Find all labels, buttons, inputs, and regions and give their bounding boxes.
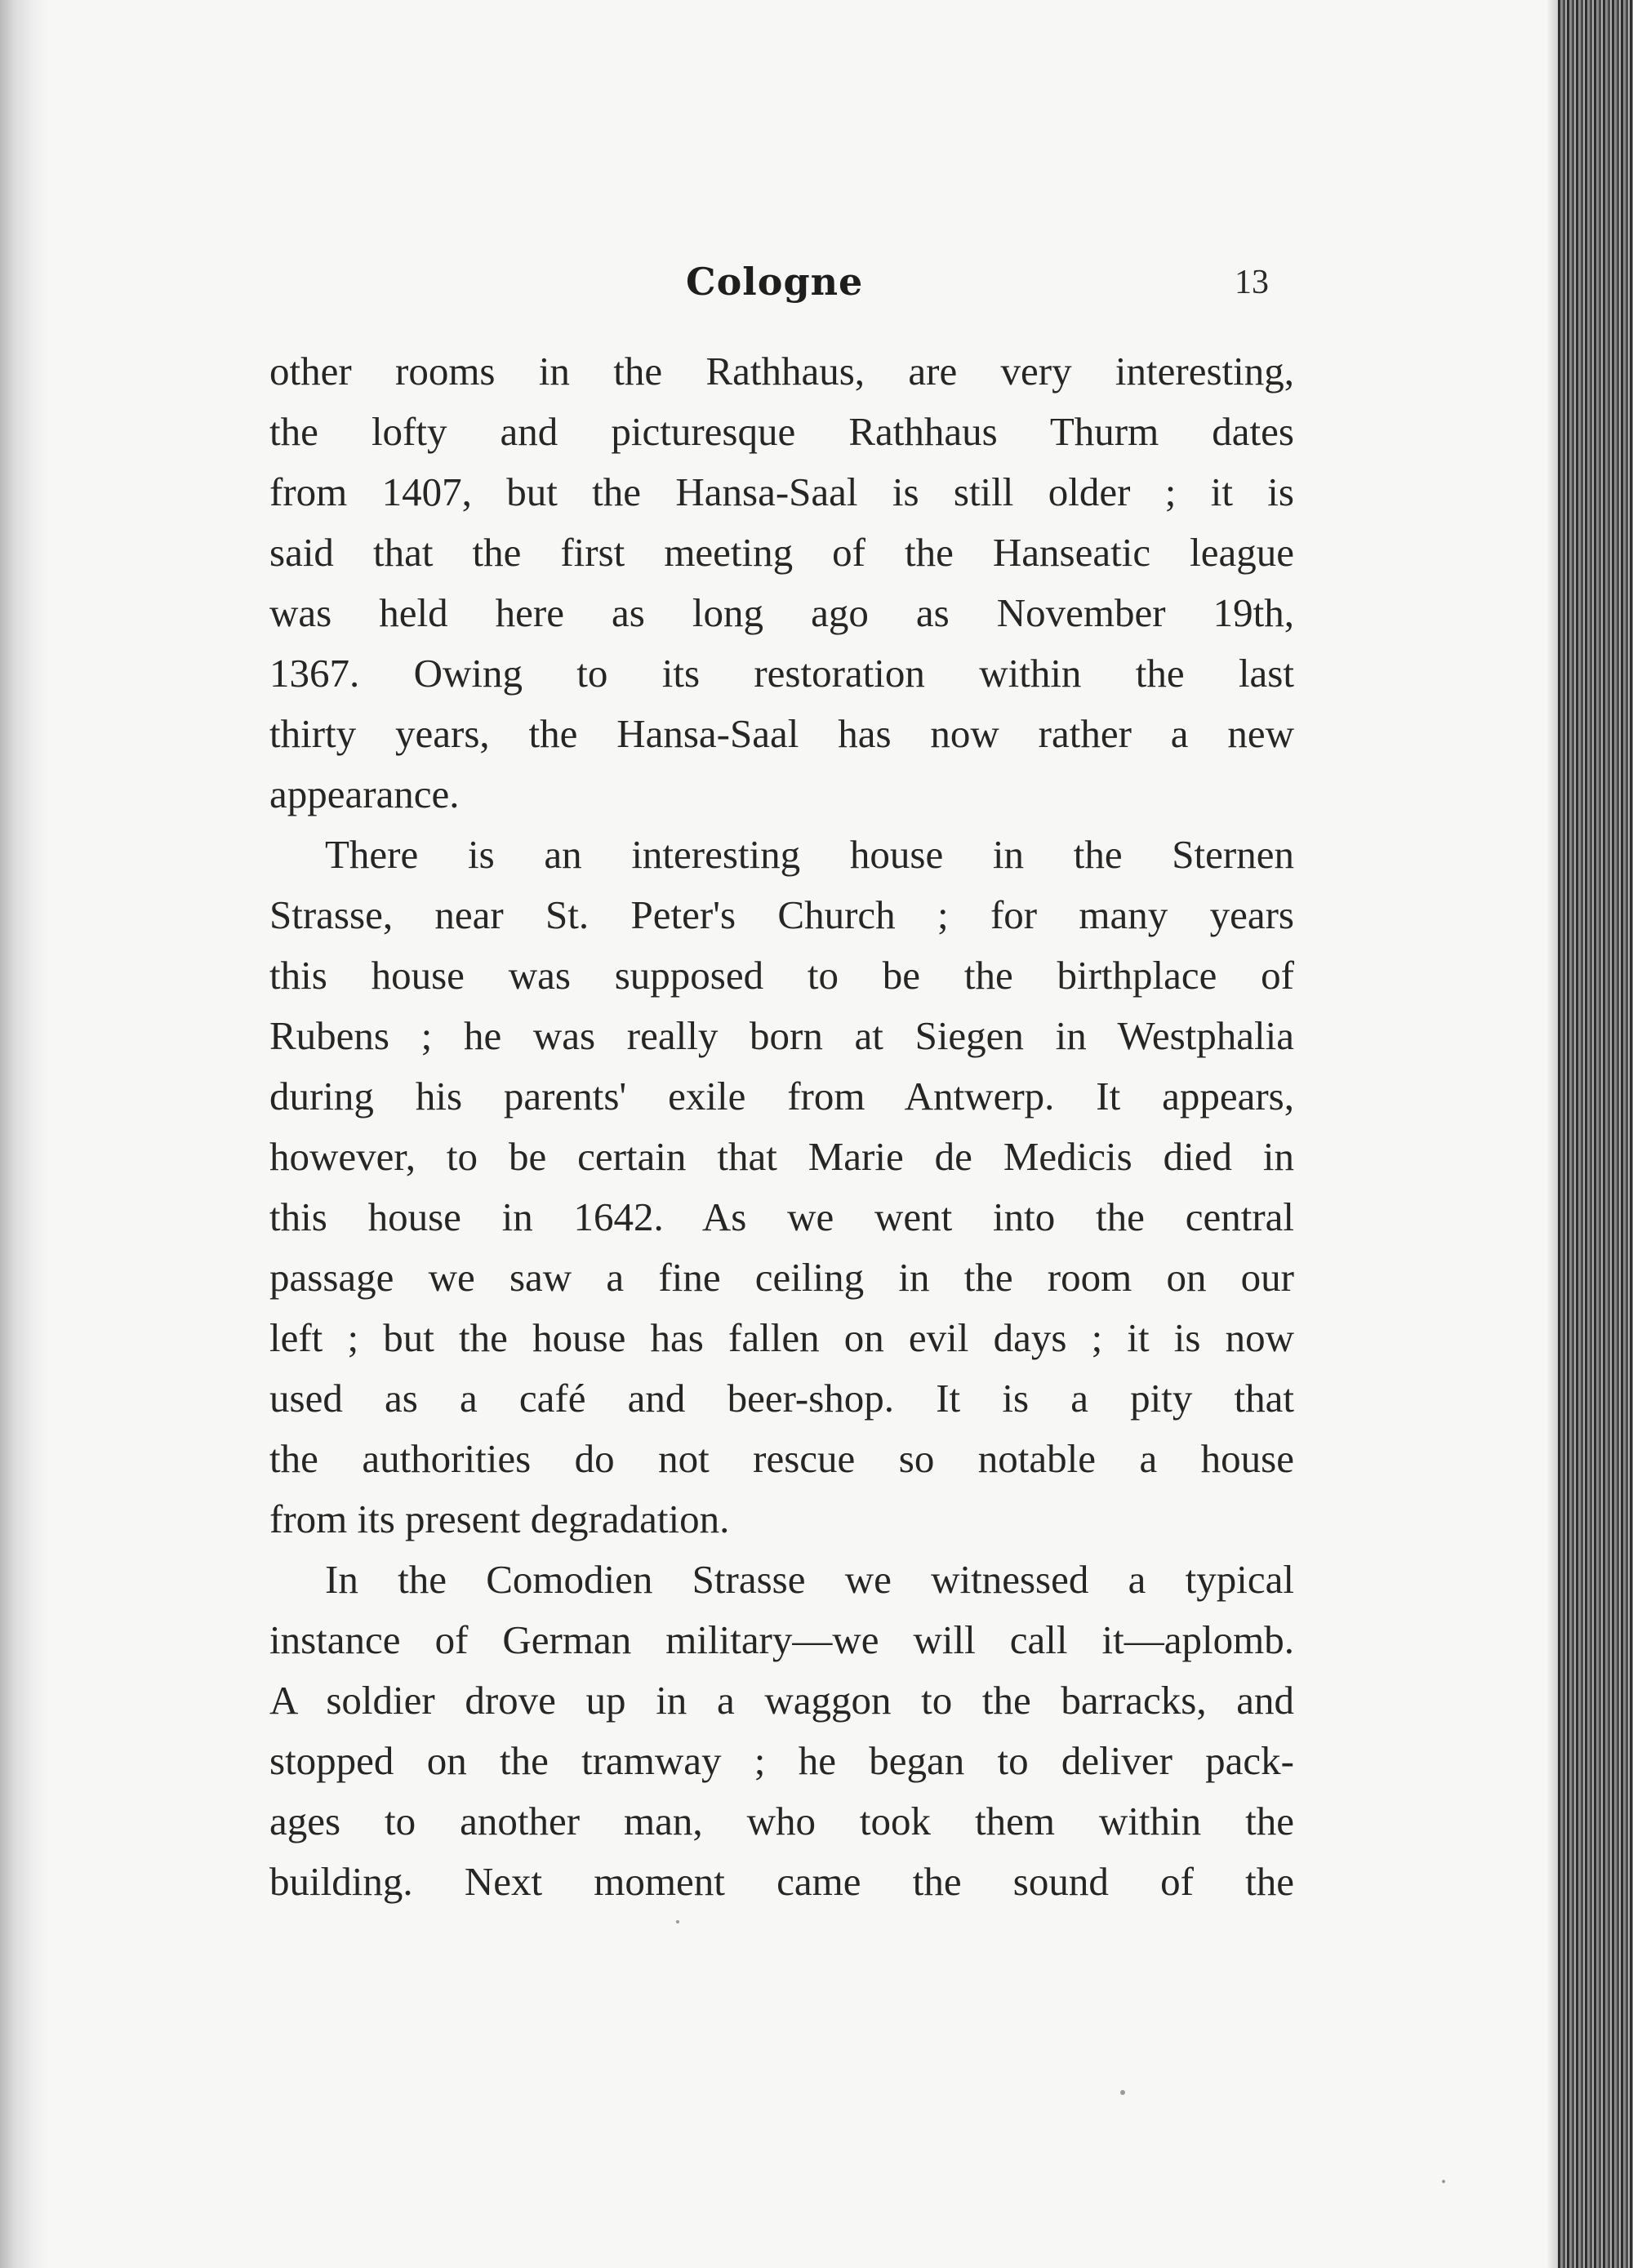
- paper-speck: [1442, 2180, 1445, 2183]
- text-line: Rubens ; he was really born at Siegen in Westphalia: [269, 1013, 1294, 1058]
- text-line: stopped on the tramway ; he began to deliver pack-: [269, 1738, 1294, 1783]
- text-line: other rooms in the Rathhaus, are very interesting,: [269, 349, 1294, 394]
- page-gutter: [0, 0, 49, 2268]
- text-line: the authorities do not rescue so notable a house: [269, 1436, 1294, 1481]
- text-line: Strasse, near St. Peter's Church ; for many years: [269, 892, 1294, 937]
- text-line: however, to be certain that Marie de Medicis died in: [269, 1134, 1294, 1179]
- text-line: left ; but the house has fallen on evil days ; it is now: [269, 1315, 1294, 1360]
- text-line: this house was supposed to be the birthplace of: [269, 953, 1294, 998]
- text-line: during his parents' exile from Antwerp. It appears,: [269, 1074, 1294, 1118]
- running-title: Cologne: [686, 260, 864, 304]
- text-line: ages to another man, who took them within the: [269, 1799, 1294, 1843]
- text-line: In the Comodien Strasse we witnessed a typical: [325, 1557, 1294, 1602]
- text-line: used as a café and beer-shop. It is a pity that: [269, 1376, 1294, 1421]
- text-line: passage we saw a fine ceiling in the room on our: [269, 1255, 1294, 1300]
- page-edge-shadow: [1546, 0, 1558, 2268]
- body-text: [269, 341, 1294, 1912]
- text-line: this house in 1642. As we went into the central: [269, 1194, 1294, 1239]
- text-line: said that the first meeting of the Hanseatic league: [269, 530, 1294, 575]
- text-line: was held here as long ago as November 19th,: [269, 590, 1294, 635]
- text-line: thirty years, the Hansa-Saal has now rather a new: [269, 711, 1294, 756]
- text-line: appearance.: [269, 772, 460, 816]
- text-line: building. Next moment came the sound of the: [269, 1859, 1294, 1904]
- paper-speck: [676, 1920, 679, 1923]
- book-page-edges: [1558, 0, 1633, 2268]
- text-line: A soldier drove up in a waggon to the barracks, and: [269, 1678, 1294, 1723]
- text-line: from 1407, but the Hansa-Saal is still older ; it is: [269, 469, 1294, 514]
- text-line: There is an interesting house in the Sternen: [325, 832, 1294, 877]
- page-number: 13: [1235, 264, 1269, 301]
- text-line: the lofty and picturesque Rathhaus Thurm dates: [269, 409, 1294, 454]
- paper-speck: [1120, 2090, 1125, 2095]
- text-line: from its present degradation.: [269, 1496, 730, 1541]
- text-line: 1367. Owing to its restoration within the last: [269, 651, 1294, 696]
- text-line: instance of German military—we will call it—aplomb.: [269, 1617, 1294, 1662]
